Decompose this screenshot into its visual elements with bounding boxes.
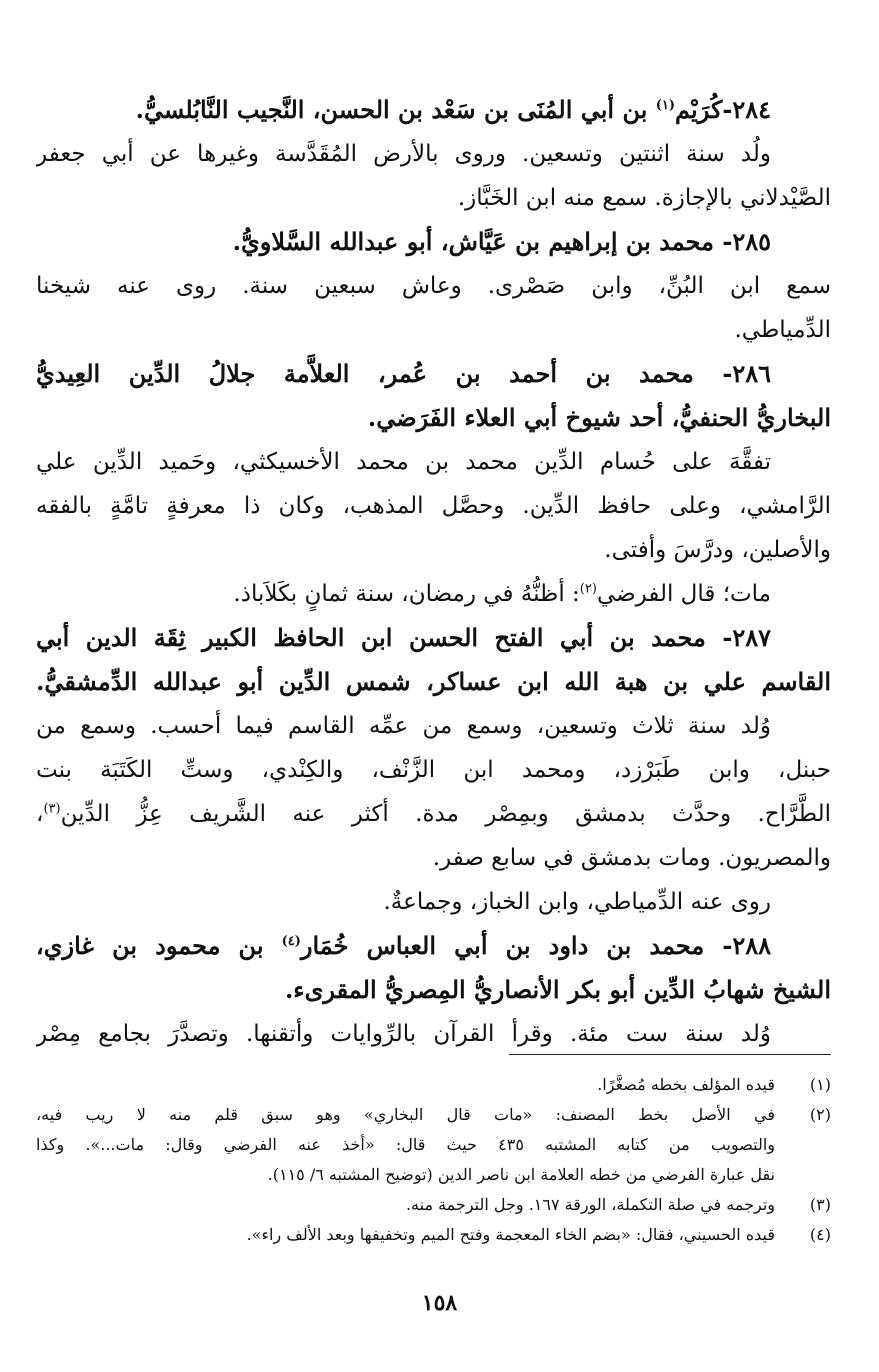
footnote-1 (36, 1070, 831, 1100)
footnote-text: والتصويب من كتابه المشتبه ٤٣٥ حيث قال: «أخذ عنه الفرضي وقال: مات...». وكذا (36, 1135, 775, 1154)
entry-284-name-rest: بن أبي المُنَى بن سَعْد بن الحسن، النَّجيب النَّابُلسيُّ. (135, 95, 656, 124)
entry-287-heading-1: ٢٨٧- محمد بن أبي الفتح الحسن ابن الحافظ الكبير ثِقَة الدين أبي (36, 623, 771, 652)
page-number: ١٥٨ (421, 1290, 458, 1316)
footnote-separator (509, 1054, 831, 1055)
entry-285-line-2: الدِّمياطي. (734, 317, 831, 343)
entry-286-heading-2: البخاريُّ الحنفيُّ، أحد شيوخ أبي العلاء الفَرَضي. (367, 403, 831, 432)
footnote-text: قيده الحسيني، فقال: «بضم الخاء المعجمة وفتح الميم وتخفيفها وبعد الألف راء». (246, 1225, 775, 1244)
entry-285-line-1: سمع ابن البُنِّ، وابن صَصْرى. وعاش سبعين سنة. روى عنه شيخنا (36, 273, 831, 299)
entry-286-line-2: الرَّامشي، وعلى حافظ الدِّين. وحصَّل المذهب، وكان ذا معرفةٍ تامَّةٍ بالفقه (36, 493, 831, 519)
footnotes (36, 1070, 831, 1250)
footnote-text: وترجمه في صلة التكملة، الورقة ١٦٧. وجل الترجمة منه. (405, 1195, 775, 1214)
entry-287-line-4: والمصريون. ومات بدمشق في سابع صفر. (432, 845, 831, 871)
entry-287-heading-2: القاسم علي بن هبة الله ابن عساكر، شمس الدِّين أبو عبدالله الدِّمشقيُّ. (36, 667, 831, 696)
footnote-4 (36, 1220, 831, 1250)
main-text (36, 88, 831, 1056)
entry-288-heading-2: الشيخ شهابُ الدِّين أبو بكر الأنصاريُّ المِصريُّ المقرىء. (284, 975, 831, 1004)
entry-286-line-4: مات؛ قال الفرضي$^{(٢)}$: أظنُّهُ في رمضان، سنة ثمانٍ بكَلاَباذ. (233, 581, 771, 607)
footnote-ref-4[interactable]: (٤) (281, 934, 301, 949)
entry-287-line-2: حبنل، وابن طَبَرْزد، ومحمد ابن الزَّنْف، والكِنْدي، وستِّ الكَتَبَة بنت (36, 757, 831, 783)
footnote-ref-2[interactable]: (٢) (579, 581, 597, 597)
footnote-number: (٢) (809, 1105, 831, 1124)
entry-286-line-3: والأصلين، ودرَّسَ وأفتى. (604, 537, 831, 563)
footnote-text: نقل عبارة الفرضي من خطه العلامة ابن ناصر الدين (توضيح المشتبه ٦/ ١١٥). (267, 1165, 775, 1184)
entry-288-heading-1: ٢٨٨- محمد بن داود بن أبي العباس خُمَار$^{(٤)}$ بن محمود بن غازي، (36, 931, 771, 960)
footnote-number: (١) (809, 1075, 831, 1094)
entry-284-line-1: ولُد سنة اثنتين وتسعين. وروى بالأرض المُقَدَّسة وغيرها عن أبي جعفر (36, 141, 771, 167)
entry-284-heading (36, 88, 831, 132)
entry-287-line-1: وُلد سنة ثلاث وتسعين، وسمع من عمِّه القاسم فيما أحسب. وسمع من (36, 713, 771, 739)
footnote-number: (٤) (809, 1225, 831, 1244)
footnote-number: (٣) (809, 1195, 831, 1214)
footnote-2 (36, 1100, 831, 1190)
entry-288-line-1: وُلد سنة ست مئة. وقرأ القرآن بالرِّوايات وأتقنها. وتصدَّرَ بجامع مِصْر (36, 1021, 771, 1047)
entry-284-name: ٢٨٤-كُرَيْم (675, 95, 771, 124)
footnote-text: قيده المؤلف بخطه مُصغَّرًا. (597, 1075, 775, 1094)
footnote-3 (36, 1190, 831, 1220)
entry-285-heading: ٢٨٥- محمد بن إبراهيم بن عَيَّاش، أبو عبدالله السَّلاويُّ. (232, 227, 771, 256)
footnote-ref-1[interactable]: (١) (655, 98, 676, 113)
entry-287-line-3: الطَّرَّاح. وحدَّث بدمشق وبمِصْر مدة. أكثر عنه الشَّريف عِزُّ الدِّين$^{(٣)}$، (36, 801, 831, 827)
entry-284-line-2: الصَّيْدلاني بالإجازة. سمع منه ابن الخَبَّاز. (457, 185, 831, 211)
entry-286-line-1: تفقَّهَ على حُسام الدِّين محمد بن محمد الأخسيكثي، وحَميد الدِّين علي (36, 449, 771, 475)
footnote-ref-3[interactable]: (٣) (43, 801, 61, 817)
entry-286-heading-1: ٢٨٦- محمد بن أحمد بن عُمر، العلاَّمة جلالُ الدِّين العِيديُّ (36, 359, 771, 388)
footnote-text: في الأصل بخط المصنف: «مات قال البخاري» وهو سبق قلم منه لا ريب فيه، (36, 1105, 775, 1124)
entry-287-line-5: روى عنه الدِّمياطي، وابن الخباز، وجماعةٌ. (383, 889, 771, 915)
